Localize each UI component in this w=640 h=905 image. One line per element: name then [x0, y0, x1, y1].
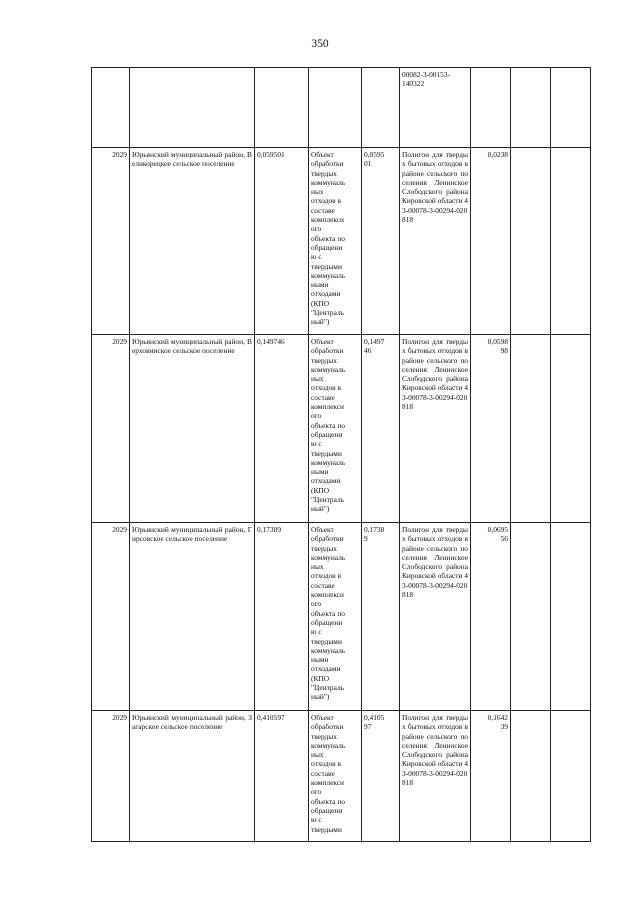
table-row	[92, 335, 591, 523]
cell-landfill: 00082-3-00153- 140322	[400, 68, 471, 148]
table-row-continuation	[92, 68, 591, 148]
cell-extra-1	[511, 335, 551, 523]
table-row	[92, 523, 591, 711]
cell-landfill: Полигон для твердых бытовых отходов в районе сельского поселения Ленинское Слободского района Кировской области 43-00078-3-00294-020818	[400, 335, 471, 523]
cell-extra-2	[551, 523, 591, 711]
cell-share: 0,0598 98	[471, 335, 511, 523]
cell-extra-1	[511, 711, 551, 842]
cell-capacity: 0,0595 01	[362, 148, 400, 335]
cell-territory: Юрьянский муниципальный район, Загарское сельское поселение	[130, 711, 255, 842]
cell-year: 2029	[92, 148, 130, 335]
cell-year	[92, 68, 130, 148]
cell-facility: Объект обработки твердых коммуналь ных отходов в составе комплекси ого объекта по обращени ю с твердыми	[309, 711, 362, 842]
cell-amount: 0,059501	[255, 148, 309, 335]
cell-facility	[309, 68, 362, 148]
cell-year: 2029	[92, 523, 130, 711]
cell-share: 0,0695 56	[471, 523, 511, 711]
waste-flow-table	[91, 67, 591, 842]
cell-capacity: 0,1738 9	[362, 523, 400, 711]
cell-amount: 0,149746	[255, 335, 309, 523]
cell-share: 0,1642 39	[471, 711, 511, 842]
cell-territory: Юрьянский муниципальный район, Гирсовское сельское поселение	[130, 523, 255, 711]
cell-extra-2	[551, 711, 591, 842]
cell-amount	[255, 68, 309, 148]
table-row	[92, 148, 591, 335]
cell-extra-2	[551, 68, 591, 148]
page-number: 350	[311, 38, 329, 50]
cell-extra-1	[511, 148, 551, 335]
cell-amount: 0,17389	[255, 523, 309, 711]
cell-facility: Объект обработки твердых коммуналь ных отходов в составе комплекси ого объекта по обращени ю с твердыми коммуналь ными отходами (КПО "Централь ный")	[309, 148, 362, 335]
cell-year: 2029	[92, 335, 130, 523]
cell-territory: Юрьянский муниципальный район, Великорецкое сельское поселение	[130, 148, 255, 335]
cell-extra-1	[511, 523, 551, 711]
cell-extra-2	[551, 148, 591, 335]
cell-capacity: 0,1497 46	[362, 335, 400, 523]
cell-landfill: Полигон для твердых бытовых отходов в районе сельского поселения Ленинское Слободского района Кировской области 43-00078-3-00294-020818	[400, 148, 471, 335]
cell-territory	[130, 68, 255, 148]
cell-landfill: Полигон для твердых бытовых отходов в районе сельского поселения Ленинское Слободского района Кировской области 43-00078-3-00294-020818	[400, 711, 471, 842]
cell-extra-2	[551, 335, 591, 523]
table-row	[92, 711, 591, 842]
cell-capacity: 0,4105 97	[362, 711, 400, 842]
cell-capacity	[362, 68, 400, 148]
cell-facility: Объект обработки твердых коммуналь ных отходов в составе комплекси ого объекта по обращени ю с твердыми коммуналь ными отходами (КПО "Централь ный")	[309, 523, 362, 711]
cell-extra-1	[511, 68, 551, 148]
cell-facility: Объект обработки твердых коммуналь ных отходов в составе комплекси ого объекта по обращени ю с твердыми коммуналь ными отходами (КПО "Централь ный")	[309, 335, 362, 523]
cell-year: 2029	[92, 711, 130, 842]
cell-landfill: Полигон для твердых бытовых отходов в районе сельского поселения Ленинское Слободского района Кировской области 43-00078-3-00294-020818	[400, 523, 471, 711]
cell-amount: 0,410597	[255, 711, 309, 842]
cell-share	[471, 68, 511, 148]
cell-territory: Юрьянский муниципальный район, Верховинское сельское поселение	[130, 335, 255, 523]
cell-share: 0,0238	[471, 148, 511, 335]
